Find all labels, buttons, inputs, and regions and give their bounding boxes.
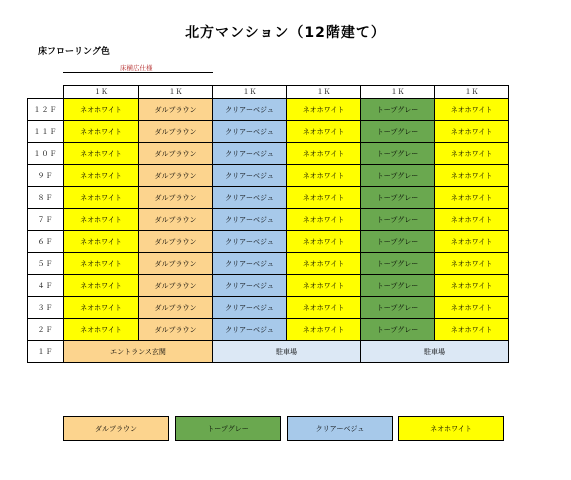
room-color-cell: ダルブラウン (139, 209, 213, 231)
room-color-cell: ネオホワイト (435, 99, 509, 121)
room-color-cell: ネオホワイト (64, 143, 139, 165)
floor-label: ３Ｆ (28, 297, 64, 319)
room-color-cell: ネオホワイト (287, 209, 361, 231)
room-color-cell: ネオホワイト (435, 319, 509, 341)
room-color-cell: ダルブラウン (139, 187, 213, 209)
room-color-cell: ダルブラウン (139, 165, 213, 187)
floor-label: ２Ｆ (28, 319, 64, 341)
room-color-cell: クリアーベジュ (213, 143, 287, 165)
room-color-cell: ダルブラウン (139, 253, 213, 275)
legend-taupe-gray (175, 416, 281, 441)
room-color-cell: ダルブラウン (139, 99, 213, 121)
room-color-cell: トープグレー (361, 319, 435, 341)
floor-row (28, 99, 509, 121)
room-color-cell: ネオホワイト (287, 231, 361, 253)
room-color-cell: クリアーベジュ (213, 275, 287, 297)
floor-label: ５Ｆ (28, 253, 64, 275)
floor-row (28, 143, 509, 165)
room-color-cell: トープグレー (361, 253, 435, 275)
room-color-cell: クリアーベジュ (213, 319, 287, 341)
room-color-cell: クリアーベジュ (213, 209, 287, 231)
room-color-cell: ダルブラウン (139, 143, 213, 165)
legend-label: ダルブラウン (95, 424, 137, 433)
room-color-cell: クリアーベジュ (213, 253, 287, 275)
legend-label: トープグレー (207, 424, 249, 433)
floor-label: １２Ｆ (28, 99, 64, 121)
document-title: 北方マンション（12階建て） (185, 25, 386, 41)
room-color-cell: ネオホワイト (287, 99, 361, 121)
room-color-cell: ネオホワイト (287, 319, 361, 341)
room-color-cell: ネオホワイト (287, 187, 361, 209)
corner-cell (28, 86, 64, 99)
floor-color-heading: 床フローリング色 (38, 47, 110, 57)
room-color-cell: ネオホワイト (287, 165, 361, 187)
room-color-cell: クリアーベジュ (213, 121, 287, 143)
parking-cell: 駐車場 (361, 341, 509, 363)
unit-type-header: １Ｋ (435, 86, 509, 99)
floor-row (28, 319, 509, 341)
room-color-cell: トープグレー (361, 165, 435, 187)
room-color-cell: ネオホワイト (64, 275, 139, 297)
floor-row (28, 209, 509, 231)
room-color-cell: クリアーベジュ (213, 187, 287, 209)
floor-row (28, 297, 509, 319)
entrance-cell: エントランス玄関 (64, 341, 213, 363)
room-color-cell: ネオホワイト (435, 253, 509, 275)
floor-row (28, 275, 509, 297)
room-color-cell: ネオホワイト (64, 209, 139, 231)
room-color-cell: ネオホワイト (287, 143, 361, 165)
room-color-cell: ダルブラウン (139, 297, 213, 319)
floor-label: ６Ｆ (28, 231, 64, 253)
legend-label: クリアーベジュ (315, 424, 365, 433)
room-color-cell: ダルブラウン (139, 231, 213, 253)
room-color-cell: ネオホワイト (64, 297, 139, 319)
floor-row (28, 253, 509, 275)
legend-neo-white (398, 416, 504, 441)
unit-type-header: １Ｋ (139, 86, 213, 99)
room-color-cell: ネオホワイト (435, 231, 509, 253)
ground-floor-row (28, 341, 509, 363)
room-color-cell: ダルブラウン (139, 121, 213, 143)
room-color-cell: トープグレー (361, 297, 435, 319)
room-color-cell: ネオホワイト (64, 165, 139, 187)
room-color-cell: ネオホワイト (287, 121, 361, 143)
unit-type-header: １Ｋ (287, 86, 361, 99)
room-color-cell: トープグレー (361, 187, 435, 209)
unit-type-header: １Ｋ (361, 86, 435, 99)
legend-label: ネオホワイト (430, 424, 472, 433)
room-color-cell: ネオホワイト (64, 231, 139, 253)
floor-label: １Ｆ (28, 341, 64, 363)
legend-clear-beige (287, 416, 393, 441)
room-color-cell: ネオホワイト (64, 187, 139, 209)
room-color-cell: ネオホワイト (287, 275, 361, 297)
floor-label: ４Ｆ (28, 275, 64, 297)
room-color-cell: トープグレー (361, 121, 435, 143)
room-color-cell: トープグレー (361, 99, 435, 121)
room-color-cell: ダルブラウン (139, 319, 213, 341)
room-color-cell: ネオホワイト (435, 165, 509, 187)
room-color-cell: トープグレー (361, 209, 435, 231)
room-color-cell: ネオホワイト (287, 297, 361, 319)
floor-label: １１Ｆ (28, 121, 64, 143)
room-color-cell: ネオホワイト (64, 121, 139, 143)
room-color-cell: クリアーベジュ (213, 297, 287, 319)
room-color-cell: ネオホワイト (64, 319, 139, 341)
unit-type-header: １Ｋ (64, 86, 139, 99)
floor-label: ７Ｆ (28, 209, 64, 231)
room-color-cell: クリアーベジュ (213, 165, 287, 187)
room-color-cell: ネオホワイト (287, 253, 361, 275)
room-color-cell: クリアーベジュ (213, 231, 287, 253)
floor-label: ９Ｆ (28, 165, 64, 187)
room-color-cell: トープグレー (361, 231, 435, 253)
room-color-cell: ネオホワイト (435, 187, 509, 209)
room-color-cell: ネオホワイト (435, 209, 509, 231)
floor-row (28, 121, 509, 143)
header-row (28, 86, 509, 99)
legend-dull-brown (63, 416, 169, 441)
room-color-cell: ネオホワイト (435, 297, 509, 319)
room-color-cell: ネオホワイト (64, 253, 139, 275)
parking-cell: 駐車場 (213, 341, 361, 363)
room-color-cell: ダルブラウン (139, 275, 213, 297)
floor-spec-note: 床横広仕様 (120, 64, 153, 72)
room-color-cell: ネオホワイト (435, 143, 509, 165)
floor-row (28, 165, 509, 187)
room-color-cell: ネオホワイト (435, 275, 509, 297)
floor-row (28, 187, 509, 209)
room-color-cell: ネオホワイト (64, 99, 139, 121)
floor-color-table (27, 85, 509, 363)
room-color-cell: トープグレー (361, 275, 435, 297)
floor-label: ８Ｆ (28, 187, 64, 209)
unit-type-header: １Ｋ (213, 86, 287, 99)
room-color-cell: トープグレー (361, 143, 435, 165)
floor-label: １０Ｆ (28, 143, 64, 165)
note-underline (63, 72, 213, 73)
room-color-cell: ネオホワイト (435, 121, 509, 143)
room-color-cell: クリアーベジュ (213, 99, 287, 121)
floor-row (28, 231, 509, 253)
